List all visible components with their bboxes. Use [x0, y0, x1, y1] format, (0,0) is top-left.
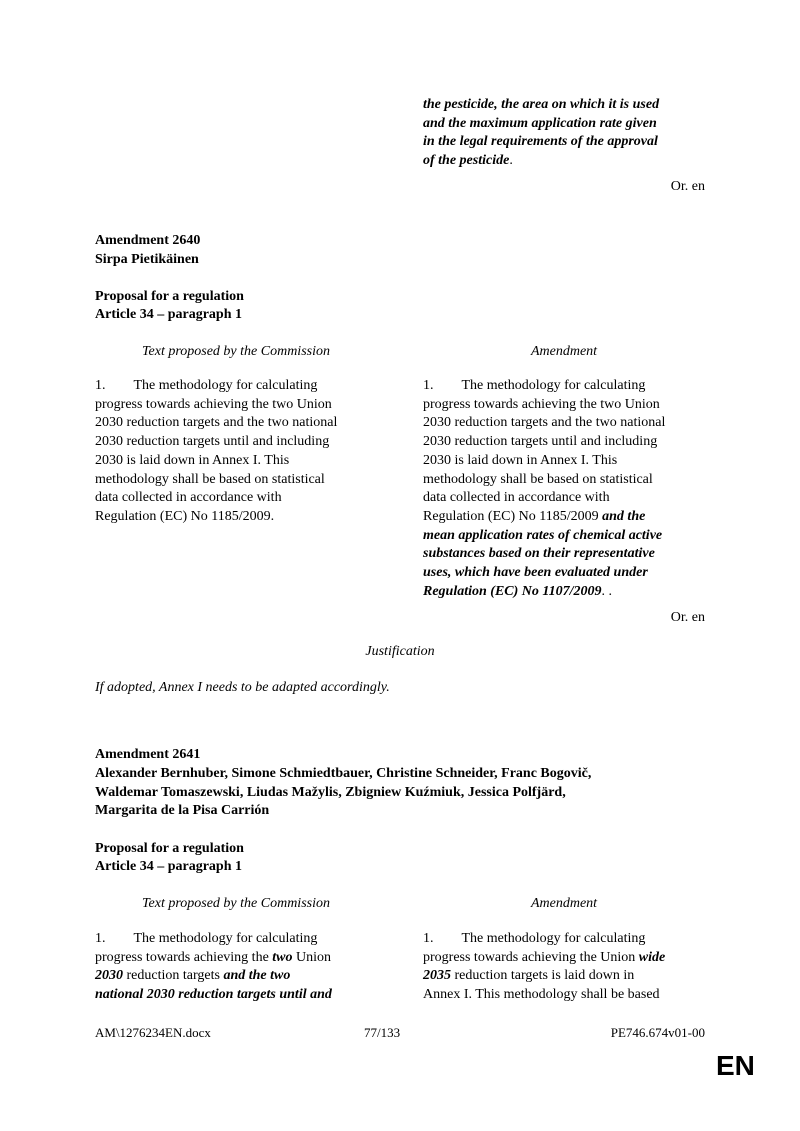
continuation-line: in the legal requirements of the approval [423, 134, 658, 150]
bold-text: and the two [223, 968, 291, 984]
amendment-authors [95, 765, 715, 821]
text-line: progress towards achieving the two Union [423, 396, 660, 412]
text-line: Annex I. This methodology shall be based [423, 987, 660, 1003]
plain-text: . [509, 153, 513, 169]
text-line: 2030 is laid down in Annex I. This [423, 452, 618, 468]
or-lang-label: Or. en [670, 179, 705, 194]
plain-text: . . [601, 583, 613, 599]
text-line: 1. The methodology for calculating [95, 931, 318, 946]
text-line [95, 949, 385, 968]
text-line: 2030 reduction targets until and including [423, 434, 658, 450]
text-line: methodology shall be based on statistical [423, 471, 653, 487]
col-heading-amendment: Amendment [530, 896, 598, 911]
or-lang-label: Or. en [670, 610, 705, 625]
article-label: Article 34 – paragraph 1 [95, 859, 242, 874]
footer-doc-name: AM\1276234EN.docx [95, 1025, 211, 1040]
plain-text: reduction targets [123, 968, 224, 984]
text-line: progress towards achieving the two Union [95, 396, 332, 412]
amendment-title: Amendment 2640 [95, 233, 201, 248]
bold-text: two [272, 949, 293, 965]
amendment-text [423, 930, 713, 1005]
footer-reference: PE746.674v01-00 [610, 1025, 705, 1040]
text-line: Regulation (EC) No 1185/2009. [95, 508, 275, 524]
author-line: Waldemar Tomaszewski, Liudas Mažylis, Zbigniew Kuźmiuk, Jessica Polfjärd, [95, 784, 566, 800]
text-line: 2030 reduction targets and the two national [423, 415, 666, 431]
col-heading-commission: Text proposed by the Commission [142, 896, 330, 911]
plain-text: reduction targets is laid down in [451, 968, 635, 984]
text-line: mean application rates of chemical active [423, 527, 663, 543]
amendment-author: Sirpa Pietikäinen [95, 252, 199, 267]
text-line: data collected in accordance with [95, 490, 282, 506]
text-line [95, 967, 385, 986]
text-line: 2030 is laid down in Annex I. This [95, 452, 290, 468]
text-line: 1. The methodology for calculating [423, 931, 646, 946]
author-line: Alexander Bernhuber, Simone Schmiedtbauer, Christine Schneider, Franc Bogovič, [95, 766, 592, 781]
proposal-label: Proposal for a regulation [95, 289, 244, 304]
text-line: data collected in accordance with [423, 490, 610, 506]
justification-text: If adopted, Annex I needs to be adapted accordingly. [95, 680, 390, 695]
continuation-line: the pesticide, the area on which it is used [423, 97, 660, 112]
proposal-label: Proposal for a regulation [95, 841, 244, 856]
text-line: substances based on their representative [423, 546, 655, 562]
continuation-line [423, 152, 713, 171]
bold-text: 2030 [95, 968, 123, 984]
commission-text [95, 377, 385, 527]
plain-text: Union [292, 949, 332, 965]
col-heading-commission: Text proposed by the Commission [142, 344, 330, 359]
author-line: Margarita de la Pisa Carrión [95, 803, 270, 819]
bold-text: Regulation (EC) No 1107/2009 [423, 583, 602, 599]
text-line [423, 508, 713, 527]
language-marker: EN [716, 1050, 755, 1081]
amendment-title: Amendment 2641 [95, 747, 201, 762]
amendment-text [423, 377, 713, 601]
plain-text: progress towards achieving the [95, 949, 273, 965]
continuation-block [423, 96, 713, 171]
commission-text [95, 930, 385, 1005]
text-line [423, 949, 713, 968]
bold-text: 2035 [423, 968, 451, 984]
justification-heading: Justification [365, 644, 435, 659]
text-line: methodology shall be based on statistical [95, 471, 325, 487]
bold-text: wide [638, 949, 666, 965]
continuation-line: and the maximum application rate given [423, 115, 657, 131]
text-line [423, 583, 713, 602]
text-line: uses, which have been evaluated under [423, 565, 648, 581]
text-line: 2030 reduction targets until and including [95, 434, 330, 450]
article-label: Article 34 – paragraph 1 [95, 307, 242, 322]
bold-text: of the pesticide [423, 153, 510, 169]
plain-text: Regulation (EC) No 1185/2009 [423, 508, 603, 524]
footer-page-number: 77/133 [364, 1025, 401, 1040]
plain-text: progress towards achieving the Union [423, 949, 639, 965]
text-line: 2030 reduction targets and the two national [95, 415, 338, 431]
text-line: national 2030 reduction targets until and [95, 987, 332, 1003]
col-heading-amendment: Amendment [530, 344, 598, 359]
bold-text: and the [602, 508, 646, 524]
text-line: 1. The methodology for calculating [95, 378, 318, 393]
text-line [423, 967, 713, 986]
text-line: 1. The methodology for calculating [423, 378, 646, 393]
